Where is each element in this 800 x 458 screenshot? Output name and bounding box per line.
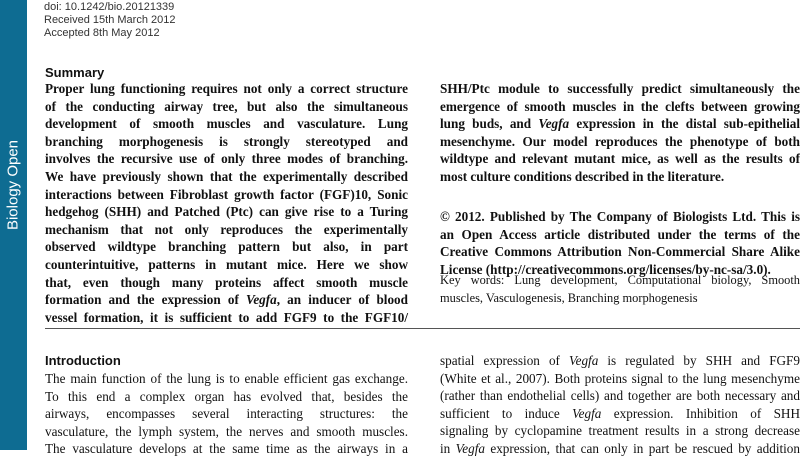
text-line: wildtype and relevant mutant mice, as well as the results of	[440, 151, 800, 167]
text-line: formation and the expression of Vegfa, an inducer of blood	[45, 292, 408, 308]
text-line: muscles, Vasculogenesis, Branching morphogenesis	[440, 290, 698, 305]
text-line: lung buds, and Vegfa expression in the distal sub-epithelial	[440, 116, 800, 132]
text-line: © 2012. Published by The Company of Biologists Ltd. This is	[440, 209, 800, 224]
text-line: of the conducting airway tree, but also the simultaneous	[45, 98, 408, 114]
text-line: sufficient to induce Vegfa expression. Inhibition of SHH	[440, 405, 800, 421]
text-line: vessel formation, it is sufficient to add FGF9 to the FGF10/	[45, 309, 408, 325]
journal-sidebar	[0, 0, 27, 450]
introduction-left-column	[45, 370, 408, 458]
text-line: vasculature, the lymph system, the nerves and smooth muscles.	[45, 423, 408, 439]
text-line: License (http://creativecommons.org/licenses/by-nc-sa/3.0).	[440, 261, 771, 277]
introduction-heading: Introduction	[45, 353, 121, 368]
text-line: in Vegfa expression, that can only in part be rescued by addition	[440, 440, 800, 456]
text-line: (rather than endothelial cells) and together are both necessary and	[440, 388, 800, 404]
section-divider	[45, 328, 800, 329]
text-line: Key words: Lung development, Computational biology, Smooth	[440, 273, 800, 287]
text-line: observed wildtype branching pattern but also, in part	[45, 239, 408, 255]
accepted-date: Accepted 8th May 2012	[44, 27, 160, 39]
copyright-notice	[440, 208, 800, 278]
text-line: hedgehog (SHH) and Patched (Ptc) can give rise to a Turing	[45, 204, 408, 220]
text-line: mechanism that not only reproduces the experimentally	[45, 221, 408, 237]
article-meta	[44, 1, 175, 40]
text-line: (White et al., 2007). Both proteins signal to the lung mesenchyme	[440, 370, 800, 386]
received-date: Received 15th March 2012	[44, 14, 176, 26]
text-line: counterintuitive, patterns in mutant mice. Here we show	[45, 256, 408, 272]
text-line: To this end a complex organ has evolved that, besides the	[45, 388, 408, 404]
text-line: spatial expression of Vegfa is regulated by SHH and FGF9	[440, 353, 800, 368]
text-line: The vasculature develops at the same time as the airways in a	[45, 441, 408, 457]
text-line: mesenchyme. Our model reproduces the phenotype of both	[440, 133, 800, 149]
text-line: signaling by cyclopamine treatment results in a strong decrease	[440, 423, 800, 439]
text-line: Creative Commons Attribution Non-Commercial Share Alike	[440, 244, 800, 260]
doi: doi: 10.1242/bio.20121339	[44, 1, 175, 13]
summary-right-column	[440, 80, 800, 186]
text-line: development of smooth muscles and vasculature. Lung	[45, 116, 408, 132]
text-line: branching morphogenesis is strongly stereotyped and	[45, 133, 408, 149]
text-line: Proper lung functioning requires not only a correct structure	[45, 81, 408, 96]
summary-heading: Summary	[45, 65, 105, 80]
text-line: SHH/Ptc module to successfully predict simultaneously the	[440, 81, 800, 96]
summary-left-column	[45, 80, 408, 326]
text-line: airways, encompasses several interacting structures: the	[45, 406, 408, 422]
introduction-right-column	[440, 352, 800, 458]
text-line: The main function of the lung is to enable efficient gas exchange.	[45, 371, 408, 386]
text-line: most culture conditions described in the literature.	[440, 168, 725, 184]
text-line: emergence of smooth muscles in the clefts between growing	[440, 98, 800, 114]
text-line: an Open Access article distributed under the terms of the	[440, 226, 800, 242]
text-line: that, even though many proteins affect smooth muscle	[45, 274, 408, 290]
text-line: involves the recursive use of only three modes of branching.	[45, 151, 408, 167]
text-line: We have previously shown that the experimentally described	[45, 168, 408, 184]
journal-name: Biology Open	[4, 139, 22, 231]
text-line: interactions between Fibroblast growth factor (FGF)10, Sonic	[45, 186, 408, 202]
keywords	[440, 272, 800, 307]
